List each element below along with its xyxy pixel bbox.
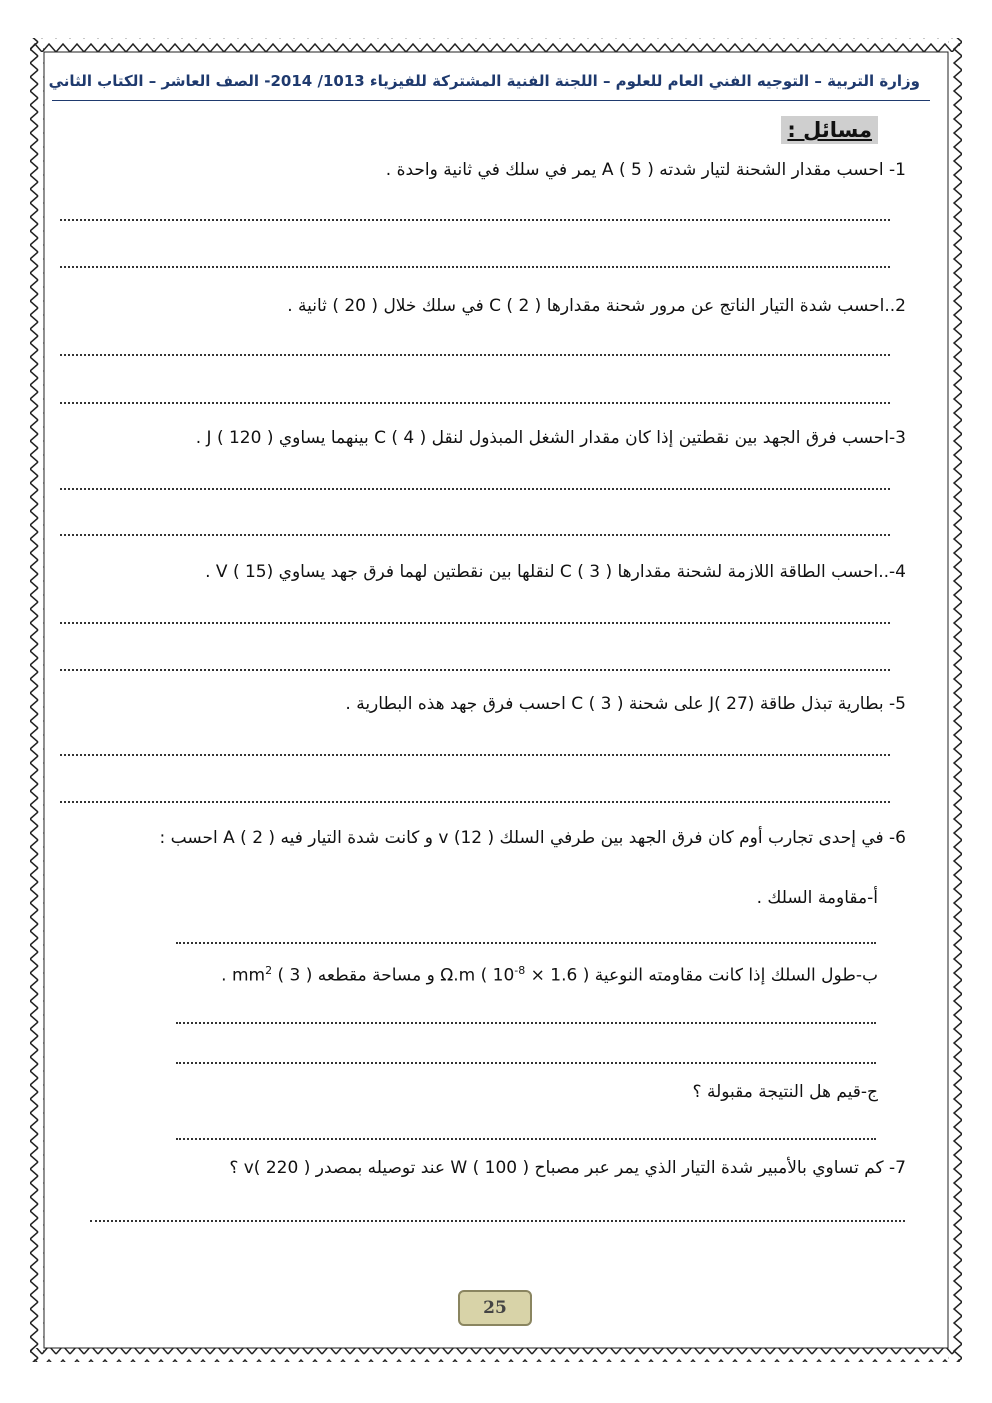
question-6b-exponent: -8	[514, 964, 526, 977]
answer-line-5b[interactable]	[60, 787, 890, 803]
answer-line-5a[interactable]	[60, 740, 890, 756]
answer-line-4a[interactable]	[60, 608, 890, 624]
question-5: 5- بطارية تبذل طاقة J( 27) على شحنة C ( 3 ) احسب فرق جهد هذه البطارية .	[345, 694, 906, 714]
page-number-badge	[458, 1290, 532, 1326]
header-divider	[52, 100, 930, 101]
answer-line-6b-2[interactable]	[176, 1048, 876, 1064]
answer-line-6a[interactable]	[176, 928, 876, 944]
question-6b	[221, 964, 878, 986]
answer-line-1a[interactable]	[60, 205, 890, 221]
answer-line-2a[interactable]	[60, 340, 890, 356]
question-6b-post: ( 3 ) .	[221, 965, 313, 986]
question-6c: ج-قيم هل النتيجة مقبولة ؟	[692, 1082, 878, 1102]
page-header: وزارة التربية – التوجيه الفني العام للعلوم – اللجنة الفنية المشتركة للفيزياء 1013/ 2014- الصف العاشر – الكتاب الثاني	[48, 72, 920, 90]
question-3: 3-احسب فرق الجهد بين نقطتين إذا كان مقدار الشغل المبذول لنقل C ( 4 ) بينهما يساوي J ( 120 ) .	[195, 428, 906, 448]
question-6b-area-exponent: 2	[265, 964, 273, 977]
question-6: 6- في إحدى تجارب أوم كان فرق الجهد بين طرفي السلك v (12 ) و كانت شدة التيار فيه A ( 2 ) احسب :	[159, 828, 906, 848]
question-4: 4-..احسب الطاقة اللازمة لشحنة مقدارها C ( 3 ) لنقلها بين نقطتين لهما فرق جهد يساوي V ( 15) .	[205, 562, 906, 582]
question-6a: أ-مقاومة السلك .	[756, 888, 878, 908]
answer-line-2b[interactable]	[60, 388, 890, 404]
answer-line-4b[interactable]	[60, 655, 890, 671]
page-number: 25	[483, 1298, 507, 1318]
question-7: 7- كم تساوي بالأمبير شدة التيار الذي يمر عبر مصباح W ( 100 ) عند توصيله بمصدر v( 220 ) ؟	[229, 1158, 906, 1178]
answer-line-1b[interactable]	[60, 252, 890, 268]
question-6b-mid: × 1.6 ) و مساحة مقطعه mm	[231, 965, 590, 986]
answer-line-3b[interactable]	[60, 520, 890, 536]
answer-line-3a[interactable]	[60, 474, 890, 490]
question-6b-pre: ب-طول السلك إذا كانت مقاومته النوعية Ω.m ( 10	[440, 965, 878, 986]
answer-line-7[interactable]	[90, 1206, 905, 1222]
answer-line-6c[interactable]	[176, 1124, 876, 1140]
answer-line-6b-1[interactable]	[176, 1008, 876, 1024]
question-2: 2..احسب شدة التيار الناتج عن مرور شحنة مقدارها C ( 2 ) في سلك خلال ( 20 ) ثانية .	[287, 296, 906, 316]
question-1: 1- احسب مقدار الشحنة لتيار شدته A ( 5 ) يمر في سلك في ثانية واحدة .	[385, 160, 906, 180]
section-title: مسائل :	[781, 116, 878, 144]
